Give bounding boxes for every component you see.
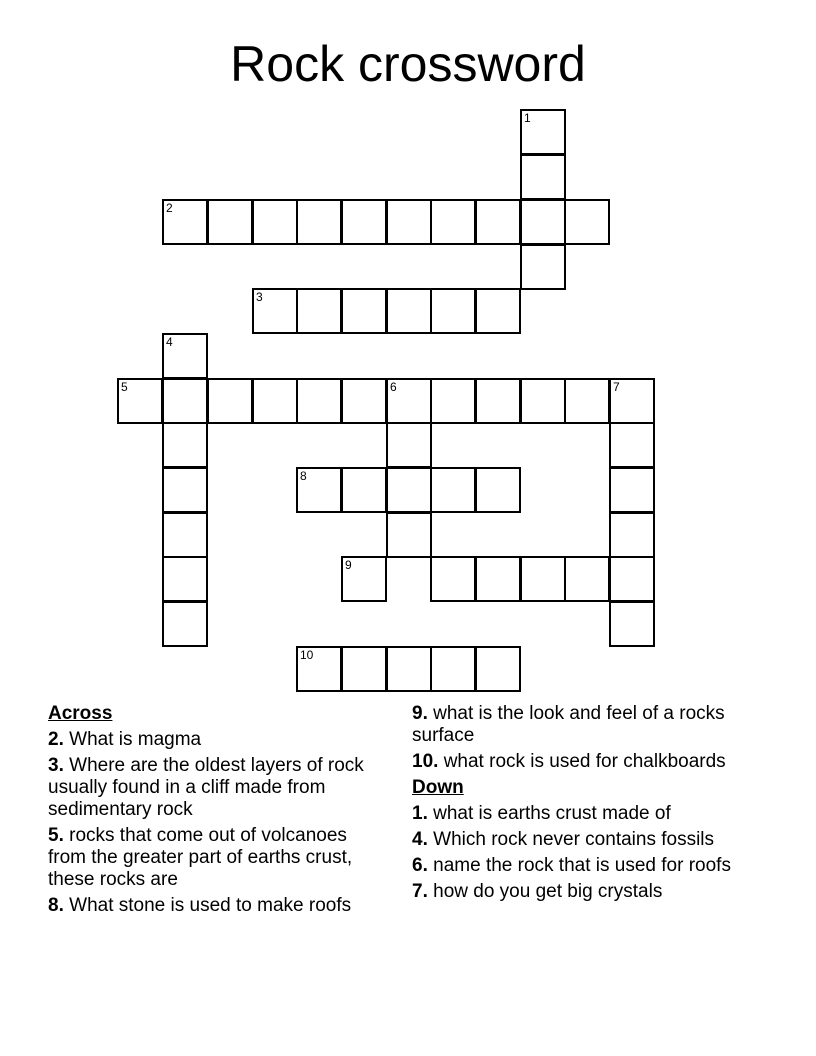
clue-text: rocks that come out of volcanoes from the greater part of earths crust, these rocks are — [48, 825, 353, 890]
grid-cell[interactable] — [252, 199, 298, 245]
grid-cell[interactable] — [520, 199, 566, 245]
clues-left-column — [48, 703, 388, 921]
grid-cell[interactable] — [162, 512, 208, 558]
grid-cell[interactable] — [609, 422, 655, 468]
grid-cell[interactable] — [475, 556, 521, 602]
grid-cell[interactable] — [162, 467, 208, 513]
grid-cell[interactable] — [430, 467, 476, 513]
grid-cell[interactable] — [207, 199, 253, 245]
grid-cell[interactable] — [207, 378, 253, 424]
clue-across-2 — [48, 729, 388, 751]
cell-number: 8 — [300, 469, 307, 483]
grid-cell[interactable] — [564, 556, 610, 602]
cell-number: 10 — [300, 648, 314, 662]
grid-cell[interactable] — [162, 601, 208, 647]
clue-down-6 — [412, 855, 742, 877]
grid-cell[interactable] — [252, 288, 298, 334]
grid-cell[interactable] — [162, 556, 208, 602]
clue-text: what is the look and feel of a rocks surface — [412, 703, 725, 746]
grid-cell[interactable] — [341, 288, 387, 334]
grid-cell[interactable] — [162, 199, 208, 245]
grid-cell[interactable] — [564, 378, 610, 424]
clue-across-5 — [48, 825, 388, 891]
clue-across-8 — [48, 895, 388, 917]
clues-right-column — [412, 703, 742, 907]
grid-cell[interactable] — [475, 199, 521, 245]
page-title: Rock crossword — [230, 36, 586, 92]
clue-number: 9. — [412, 703, 428, 724]
grid-cell[interactable] — [386, 378, 432, 424]
grid-cell[interactable] — [296, 646, 342, 692]
grid-cell[interactable] — [520, 378, 566, 424]
grid-cell[interactable] — [162, 422, 208, 468]
clue-text: what rock is used for chalkboards — [438, 751, 726, 772]
cell-number: 5 — [121, 380, 128, 394]
clue-number: 8. — [48, 895, 64, 916]
clue-down-4 — [412, 829, 742, 851]
grid-cell[interactable] — [430, 199, 476, 245]
clue-across-9 — [412, 703, 742, 747]
cell-number: 6 — [390, 380, 397, 394]
grid-cell[interactable] — [475, 467, 521, 513]
grid-cell[interactable] — [341, 199, 387, 245]
clue-across-10 — [412, 751, 742, 773]
grid-cell[interactable] — [162, 333, 208, 379]
grid-cell[interactable] — [296, 467, 342, 513]
grid-cell[interactable] — [609, 601, 655, 647]
grid-cell[interactable] — [341, 556, 387, 602]
grid-cell[interactable] — [609, 556, 655, 602]
grid-cell[interactable] — [386, 199, 432, 245]
clue-number: 5. — [48, 825, 64, 846]
clue-number: 7. — [412, 881, 428, 902]
grid-cell[interactable] — [564, 199, 610, 245]
clue-number: 6. — [412, 855, 428, 876]
grid-cell[interactable] — [520, 244, 566, 290]
grid-cell[interactable] — [430, 556, 476, 602]
grid-cell[interactable] — [386, 646, 432, 692]
cell-number: 9 — [345, 558, 352, 572]
grid-cell[interactable] — [475, 288, 521, 334]
grid-cell[interactable] — [609, 467, 655, 513]
grid-cell[interactable] — [609, 378, 655, 424]
grid-cell[interactable] — [430, 288, 476, 334]
clue-down-1 — [412, 803, 742, 825]
clue-number: 4. — [412, 829, 428, 850]
grid-cell[interactable] — [475, 646, 521, 692]
grid-cell[interactable] — [386, 288, 432, 334]
clue-number: 10. — [412, 751, 439, 772]
cell-number: 3 — [256, 290, 263, 304]
clue-across-3 — [48, 755, 388, 821]
across-heading: Across — [48, 703, 113, 724]
grid-cell[interactable] — [252, 378, 298, 424]
grid-cell[interactable] — [162, 378, 208, 424]
grid-cell[interactable] — [296, 199, 342, 245]
down-heading: Down — [412, 777, 464, 798]
clue-number: 3. — [48, 755, 64, 776]
grid-cell[interactable] — [609, 512, 655, 558]
grid-cell[interactable] — [386, 512, 432, 558]
grid-cell[interactable] — [430, 646, 476, 692]
clue-text: how do you get big crystals — [427, 881, 663, 902]
clue-text: Which rock never contains fossils — [427, 829, 715, 850]
clue-text: What stone is used to make roofs — [63, 895, 352, 916]
grid-cell[interactable] — [520, 154, 566, 200]
grid-cell[interactable] — [296, 288, 342, 334]
grid-cell[interactable] — [296, 378, 342, 424]
grid-cell[interactable] — [341, 467, 387, 513]
grid-cell[interactable] — [341, 378, 387, 424]
grid-cell[interactable] — [117, 378, 163, 424]
cell-number: 2 — [166, 201, 173, 215]
cell-number: 4 — [166, 335, 173, 349]
clue-number: 1. — [412, 803, 428, 824]
clue-down-7 — [412, 881, 742, 903]
cell-number: 7 — [613, 380, 620, 394]
grid-cell[interactable] — [386, 467, 432, 513]
grid-cell[interactable] — [430, 378, 476, 424]
clue-text: what is earths crust made of — [427, 803, 671, 824]
grid-cell[interactable] — [520, 109, 566, 155]
clue-text: What is magma — [63, 729, 202, 750]
clue-number: 2. — [48, 729, 64, 750]
grid-cell[interactable] — [475, 378, 521, 424]
clue-text: Where are the oldest layers of rock usually found in a cliff made from sedimentary rock — [48, 755, 364, 820]
grid-cell[interactable] — [341, 646, 387, 692]
grid-cell[interactable] — [386, 422, 432, 468]
clue-text: name the rock that is used for roofs — [427, 855, 731, 876]
grid-cell[interactable] — [520, 556, 566, 602]
cell-number: 1 — [524, 111, 531, 125]
